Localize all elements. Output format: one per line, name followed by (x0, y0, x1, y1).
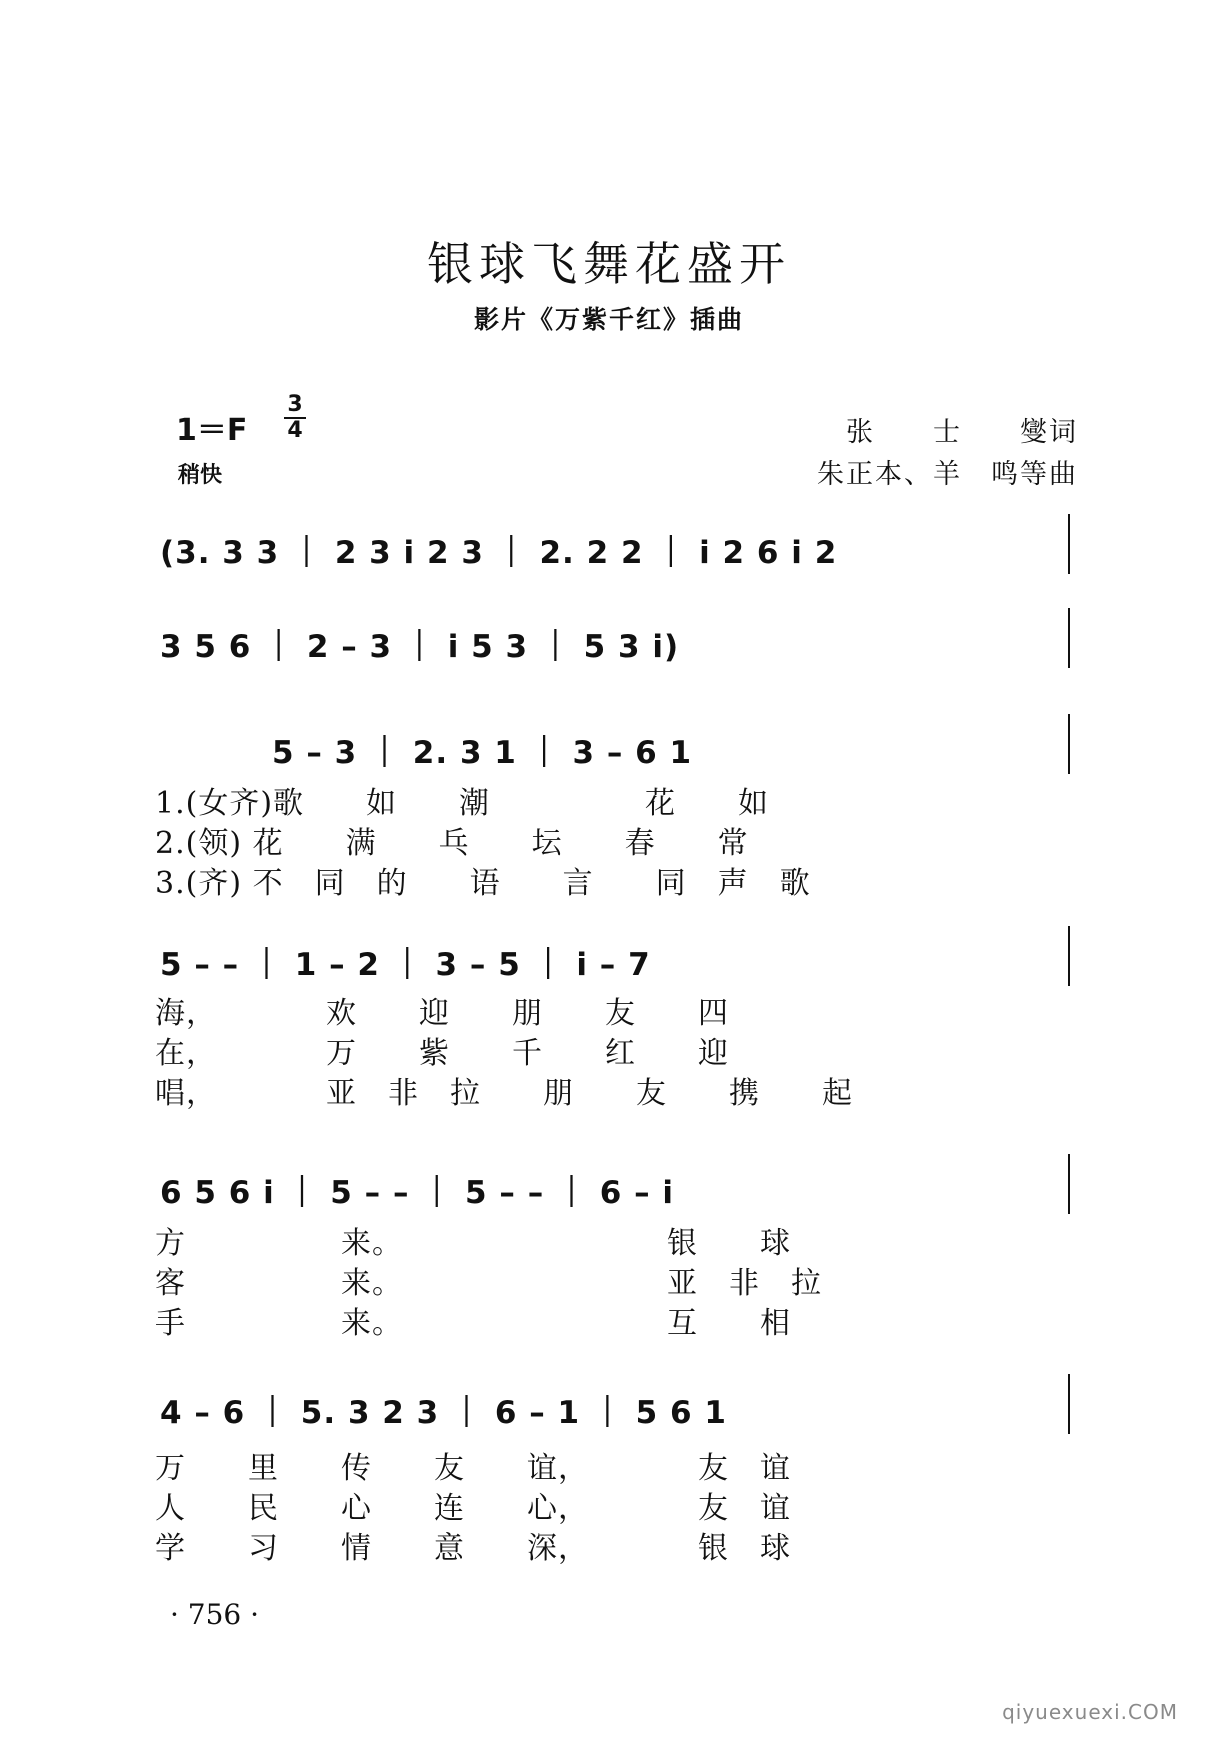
barline (1068, 1374, 1070, 1434)
score-row (0, 1168, 1218, 1218)
lyric-line-verse2: 在， 万 紫 千 红 迎 (155, 1036, 729, 1071)
key-signature: 1＝F (176, 413, 248, 448)
time-numerator: 3 (287, 392, 303, 417)
lyric-line-verse3: 学 习 情 意 深， 银 球 (155, 1531, 791, 1566)
barline (1068, 1154, 1070, 1214)
lyric-line-verse2: 2.(领) 花 满 乓 坛 春 常 (155, 826, 749, 861)
score-row (0, 728, 1218, 778)
barline (1068, 714, 1070, 774)
numbered-notation: 5 – – ｜ 1 – 2 ｜ 3 – 5 ｜ i – 7 (160, 947, 651, 983)
lyric-line-verse3: 手 来。 互 相 (155, 1306, 791, 1341)
score-row (0, 940, 1218, 990)
numbered-notation: 6 5 6 i ｜ 5 – – ｜ 5 – – ｜ 6 – i (160, 1175, 675, 1211)
numbered-notation: 3 5 6 ｜ 2 – 3 ｜ i 5 3 ｜ 5 3 i) (160, 629, 680, 665)
time-signature (284, 394, 306, 442)
lyricist-credit: 张 士 燮词 (846, 417, 1078, 448)
lyric-line-verse3: 唱， 亚 非 拉 朋 友 携 起 (155, 1076, 853, 1111)
numbered-notation: 4 – 6 ｜ 5. 3 2 3 ｜ 6 – 1 ｜ 5 6 1 (160, 1395, 727, 1431)
barline (1068, 926, 1070, 986)
lyric-line-verse1: 1.(女齐)歌 如 潮 花 如 (155, 786, 770, 821)
lyric-line-verse1: 海， 欢 迎 朋 友 四 (155, 996, 729, 1031)
score-row (0, 1388, 1218, 1438)
lyric-line-verse1: 方 来。 银 球 (155, 1226, 791, 1261)
numbered-notation: (3. 3 3 ｜ 2 3 i 2 3 ｜ 2. 2 2 ｜ i 2 6 i 2 (160, 535, 838, 571)
lyric-line-verse2: 人 民 心 连 心， 友 谊 (155, 1491, 791, 1526)
lyric-line-verse1: 万 里 传 友 谊， 友 谊 (155, 1451, 791, 1486)
score-row (0, 528, 1218, 578)
numbered-notation: 5 – 3 ｜ 2. 3 1 ｜ 3 – 6 1 (272, 735, 693, 771)
barline (1068, 608, 1070, 668)
song-title: 银球飞舞花盛开 (427, 237, 791, 291)
time-denominator: 4 (287, 418, 303, 443)
barline (1068, 514, 1070, 574)
watermark-text: qiyuexuexi.COM (1002, 1700, 1178, 1724)
lyric-line-verse2: 客 来。 亚 非 拉 (155, 1266, 822, 1301)
composer-credit: 朱正本、羊 鸣等曲 (817, 459, 1078, 490)
page-number: · 756 · (170, 1598, 260, 1631)
tempo-marking: 稍快 (178, 463, 223, 488)
lyric-line-verse3: 3.(齐) 不 同 的 语 言 同 声 歌 (155, 866, 811, 901)
score-row (0, 622, 1218, 672)
song-subtitle: 影片《万紫千红》插曲 (473, 305, 744, 334)
